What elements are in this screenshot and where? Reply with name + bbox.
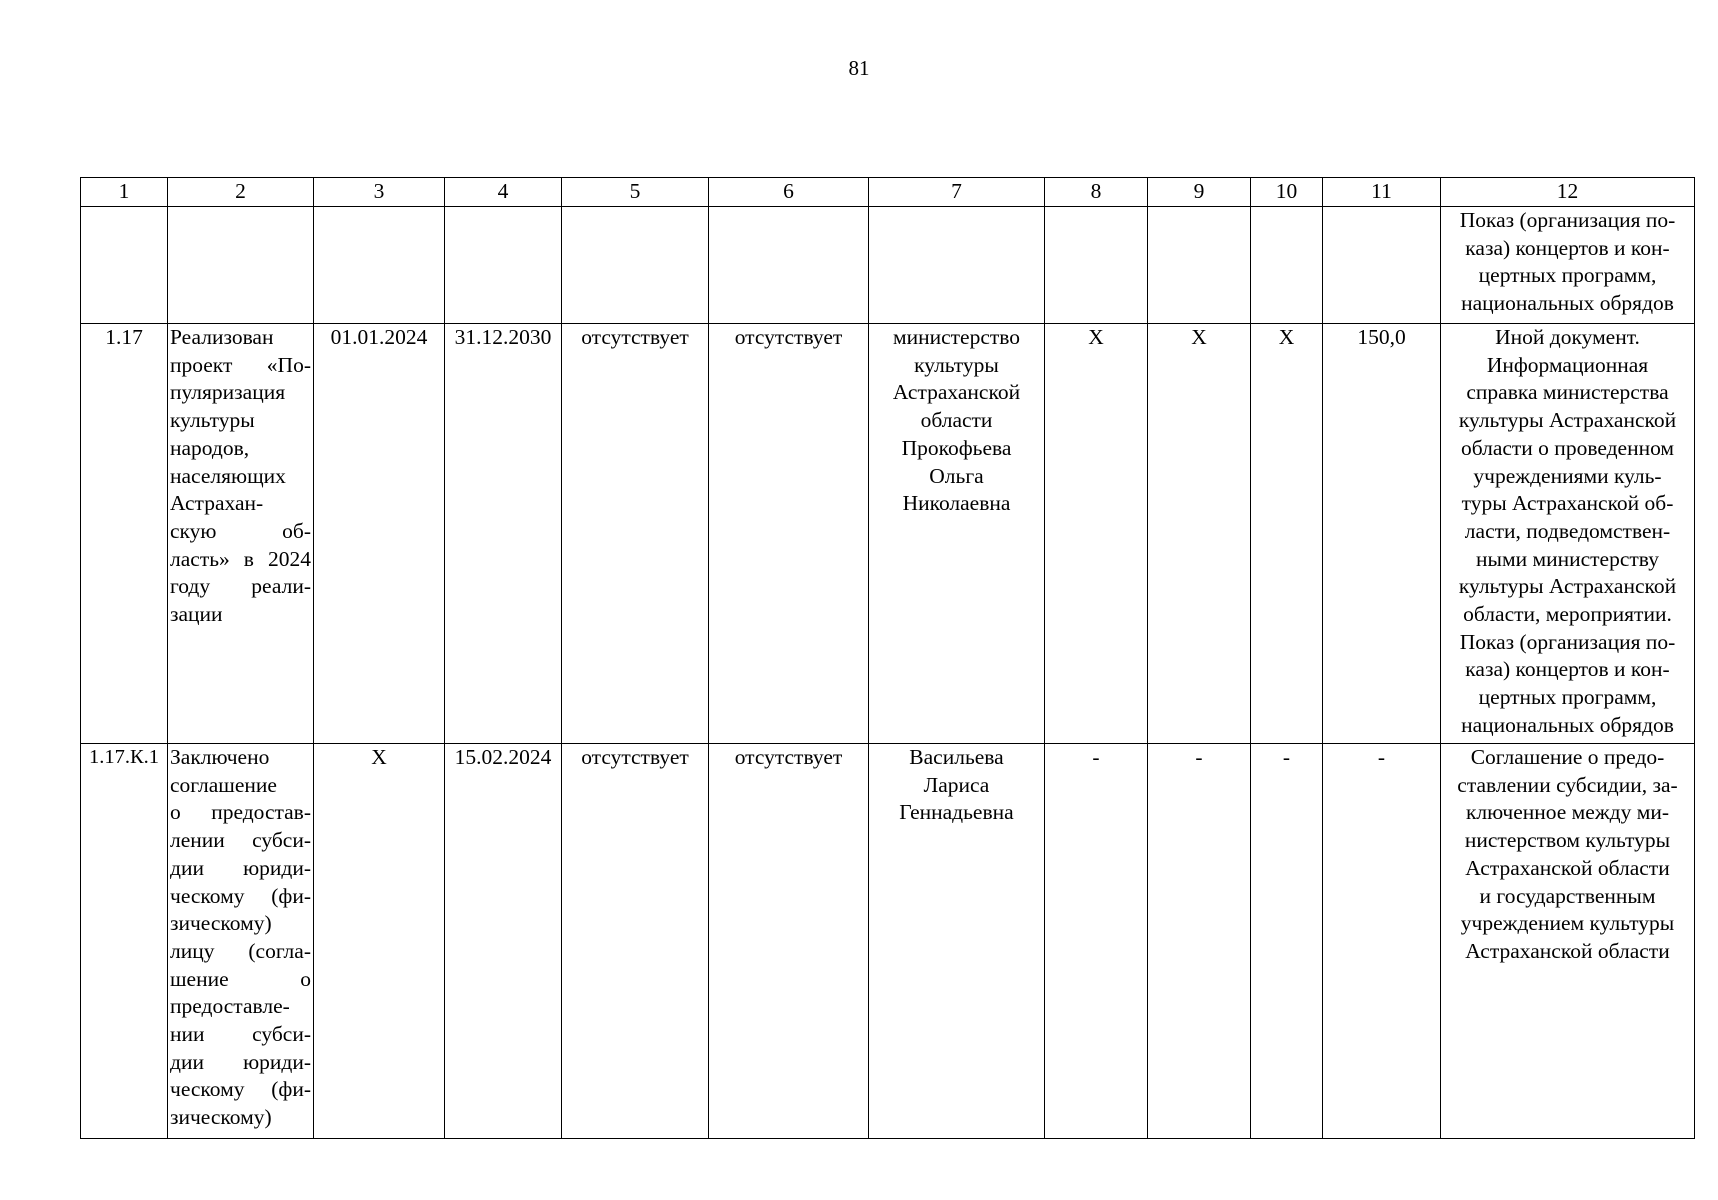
events-table (80, 177, 1695, 1139)
column-header: 10 (1251, 178, 1323, 207)
cell-line: нии субси- (170, 1022, 311, 1047)
cell-line: туры Астраханской об- (1461, 491, 1674, 516)
cell-col8 (1045, 207, 1148, 324)
cell-line: Астраханской области (1465, 855, 1670, 880)
cell-col5: отсутствует (562, 324, 709, 744)
cell-line: национальных обрядов (1461, 291, 1674, 316)
cell-name (168, 324, 314, 744)
cell-line: каза) концертов и кон- (1465, 657, 1670, 682)
cell-col9: - (1148, 744, 1251, 1139)
cell-col5 (562, 207, 709, 324)
column-header: 12 (1441, 178, 1695, 207)
cell-line: предоставле- (170, 994, 290, 1019)
cell-line: Реализован (170, 325, 274, 349)
cell-line: Астраханской (892, 380, 1021, 405)
cell-number: 1.17 (81, 324, 168, 744)
cell-document (1441, 207, 1695, 324)
cell-line: Васильева (909, 745, 1004, 769)
column-header: 1 (81, 178, 168, 207)
cell-col5: отсутствует (562, 744, 709, 1139)
cell-responsible (869, 324, 1045, 744)
column-header: 6 (709, 178, 869, 207)
cell-line: пуляризация (170, 380, 286, 405)
column-header: 9 (1148, 178, 1251, 207)
cell-line: ласть» в 2024 (170, 546, 311, 571)
table-row (81, 744, 1695, 1139)
table-row (81, 207, 1695, 324)
cell-line: Показ (организация по- (1459, 629, 1676, 654)
cell-name (168, 744, 314, 1139)
cell-line: области (920, 408, 993, 433)
cell-line: дии юриди- (170, 855, 311, 880)
column-header: 8 (1045, 178, 1148, 207)
column-header: 2 (168, 178, 314, 207)
cell-start-date: 01.01.2024 (314, 324, 445, 744)
cell-line: области, мероприятии. (1463, 602, 1672, 627)
cell-col10 (1251, 207, 1323, 324)
cell-start-date (314, 207, 445, 324)
cell-line: культуры Астраханской (1458, 574, 1677, 599)
cell-line: нистерством культуры (1464, 828, 1671, 853)
cell-line: о предостав- (170, 800, 311, 825)
cell-start-date: Х (314, 744, 445, 1139)
cell-line: цертных программ, (1478, 263, 1657, 288)
cell-end-date: 15.02.2024 (445, 744, 562, 1139)
cell-col6: отсутствует (709, 324, 869, 744)
cell-line: ческому (фи- (170, 1077, 311, 1102)
cell-line: Астраханской области (1465, 938, 1670, 963)
cell-col9: Х (1148, 324, 1251, 744)
page-number: 81 (848, 56, 870, 80)
cell-line: зическому) (170, 911, 272, 936)
cell-amount (1323, 207, 1441, 324)
cell-amount: - (1323, 744, 1441, 1139)
cell-col9 (1148, 207, 1251, 324)
cell-col10: - (1251, 744, 1323, 1139)
cell-line: Ольга (929, 463, 984, 488)
cell-line: Соглашение о предо- (1470, 745, 1665, 769)
cell-line: ставлении субсидии, за- (1457, 772, 1678, 797)
cell-number (81, 207, 168, 324)
cell-col8: Х (1045, 324, 1148, 744)
cell-col8: - (1045, 744, 1148, 1139)
cell-name (168, 207, 314, 324)
column-header: 7 (869, 178, 1045, 207)
cell-line: народов, (170, 435, 250, 460)
cell-line: Информационная (1486, 352, 1649, 377)
cell-line: Показ (организация по- (1459, 208, 1676, 232)
cell-responsible (869, 744, 1045, 1139)
cell-line: Астрахан- (170, 491, 264, 516)
cell-line: Прокофьева (901, 435, 1012, 460)
cell-line: ными министерству (1476, 546, 1659, 571)
column-header: 4 (445, 178, 562, 207)
cell-amount: 150,0 (1323, 324, 1441, 744)
cell-line: Лариса (923, 772, 990, 797)
cell-line: области о проведенном (1460, 435, 1675, 460)
cell-line: и государственным (1479, 883, 1656, 908)
cell-col6 (709, 207, 869, 324)
cell-line: культуры (170, 408, 255, 433)
cell-col6: отсутствует (709, 744, 869, 1139)
cell-line: ческому (фи- (170, 883, 311, 908)
cell-line: дии юриди- (170, 1049, 311, 1074)
cell-line: ласти, подведомствен- (1464, 518, 1671, 543)
cell-line: учреждением культуры (1460, 911, 1675, 936)
column-header: 3 (314, 178, 445, 207)
cell-line: министерство (892, 325, 1021, 349)
column-header: 5 (562, 178, 709, 207)
cell-line: Иной документ. (1495, 325, 1640, 349)
cell-line: лицу (согла- (170, 938, 311, 963)
cell-line: национальных обрядов (1461, 712, 1674, 737)
cell-end-date: 31.12.2030 (445, 324, 562, 744)
cell-responsible (869, 207, 1045, 324)
cell-line: культуры (914, 352, 999, 377)
cell-line: Николаевна (902, 491, 1011, 516)
column-number-row (81, 178, 1695, 207)
cell-line: цертных программ, (1478, 685, 1657, 710)
cell-number: 1.17.К.1 (81, 744, 168, 1139)
cell-line: лении субси- (170, 828, 311, 853)
cell-end-date (445, 207, 562, 324)
cell-line: ключенное между ми- (1465, 800, 1670, 825)
cell-col10: Х (1251, 324, 1323, 744)
cell-line: скую об- (170, 518, 311, 543)
cell-line: зации (170, 602, 223, 627)
cell-line: культуры Астраханской (1458, 408, 1677, 433)
table-row (81, 324, 1695, 744)
cell-line: учреждениями куль- (1473, 463, 1662, 488)
column-header: 11 (1323, 178, 1441, 207)
cell-line: Геннадьевна (899, 800, 1014, 825)
cell-line: каза) концертов и кон- (1465, 235, 1670, 260)
cell-line: соглашение (170, 772, 277, 797)
cell-line: шение о (170, 966, 311, 991)
cell-line: проект «По- (170, 352, 311, 377)
cell-document (1441, 744, 1695, 1139)
cell-line: году реали- (170, 574, 311, 599)
cell-document (1441, 324, 1695, 744)
cell-line: населяющих (170, 463, 286, 488)
cell-line: справка министерства (1466, 380, 1669, 405)
cell-line: Заключено (170, 745, 270, 769)
cell-line: зическому) (170, 1105, 272, 1130)
